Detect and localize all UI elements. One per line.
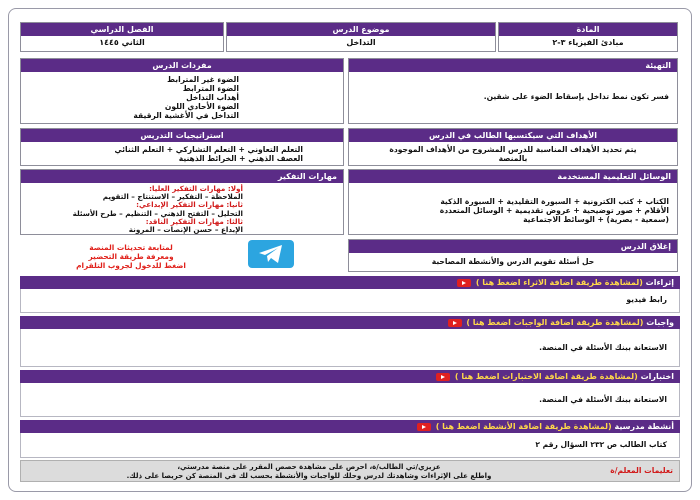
youtube-icon — [417, 423, 431, 431]
term-value: الثاني ١٤٤٥ — [99, 38, 145, 47]
intro-title: التهيئة — [349, 59, 677, 72]
promo-line: لمتابعة تحديثات المنصة — [89, 243, 173, 252]
thinking-heading: أولا: مهارات التفكير العليا: — [149, 184, 243, 193]
footer-line: عزيزي/تي الطالب/ة، احرص على مشاهدة حصص المقرر على منصة مدرستي، — [177, 463, 441, 471]
tools-box — [348, 169, 678, 235]
topic-value: التداخل — [346, 38, 376, 47]
thinking-box — [20, 169, 344, 235]
intro-box — [348, 58, 678, 124]
tests-body — [20, 383, 680, 417]
vocab-body — [21, 72, 343, 124]
topic-cell — [226, 22, 496, 52]
strategies-body — [21, 142, 343, 166]
homework-body — [20, 329, 680, 367]
promo-line: اضغط للدخول لجروب التلقرام — [76, 261, 186, 270]
tools-line: الكتاب + كتب الكترونية + السبورة التقليدية + السبورة الذكية — [440, 197, 669, 206]
teacher-instructions — [20, 460, 680, 482]
vocab-title: مفردات الدرس — [21, 59, 343, 72]
objectives-line: بالمنصة — [498, 154, 528, 163]
thinking-line: الإبداع – حسن الإنصات – المرونة — [128, 225, 243, 235]
thinking-body — [21, 183, 343, 235]
youtube-icon — [436, 373, 450, 381]
thinking-line: الملاحظة – التفكير – الاستنتاج – التقويم — [102, 192, 243, 202]
topic-label: موضوع الدرس — [227, 23, 495, 36]
vocab-item: الضوء المترابط — [182, 84, 239, 93]
enrich-title: إثراءات — [645, 278, 674, 287]
subject-value: مبادئ الفيزياء ٣-٢ — [552, 38, 624, 47]
activities-link[interactable] — [415, 422, 612, 431]
homework-text: الاستعانة ببنك الأسئلة في المنصة. — [539, 343, 667, 352]
footer-line: واطلع على الإثراءات وشاهدتك لدرس وحلك للواجبات والأنشطة بحسب لك في المنصة كن حريصا على ذلك. — [126, 472, 492, 480]
promo-line: ومعرفة طريقة التحضير — [88, 252, 174, 261]
homework-link-text: (لمشاهدة طريقة اضافة الواجبات اضغط هنا ) — [466, 318, 644, 327]
tools-line: (سمعية - بصرية) + الوسائط الاجتماعية — [523, 215, 669, 224]
enrich-link[interactable] — [455, 278, 643, 287]
homework-title: واجبات — [646, 318, 674, 327]
term-label: الفصل الدراسي — [21, 23, 223, 36]
homework-bar — [20, 316, 680, 329]
telegram-promo[interactable] — [22, 243, 240, 270]
enrich-link-text: (لمشاهدة طريقة اضافة الاثراء اضغط هنا ) — [475, 278, 643, 287]
strategies-title: استراتيجيات التدريس — [21, 129, 343, 142]
intro-text: فسر تكون نمط تداخل بإسقاط الضوء على شقين. — [483, 92, 669, 101]
footer-text — [29, 463, 589, 481]
telegram-button[interactable] — [248, 240, 294, 268]
tools-body — [349, 183, 677, 228]
subject-cell — [498, 22, 678, 52]
activities-link-text: (لمشاهدة طريقة اضافة الأنشطة اضغط هنا ) — [435, 422, 612, 431]
vocab-item: الضوء غير المترابط — [167, 75, 239, 84]
vocab-item: أهداب التداخل — [186, 93, 239, 102]
tests-link-text: (لمشاهدة طريقة اضافة الاختبارات اضغط هنا ) — [454, 372, 638, 381]
enrich-body — [20, 289, 680, 313]
activities-text: كتاب الطالب ص ٢٣٢ السؤال رقم ٢ — [535, 440, 667, 449]
tools-line: الأقلام + صور توضيحية + عروض تقديمية + الوسائل المتعددة — [439, 206, 669, 215]
objectives-line: يتم تحديد الأهداف المناسبة للدرس المشروح من الأهداف الموجودة — [389, 145, 637, 154]
vocab-item: الضوء الأحادي اللون — [164, 102, 239, 111]
strategies-line: العصف الذهني + الخرائط الذهنية — [178, 154, 303, 163]
homework-link[interactable] — [446, 318, 644, 327]
strategies-box — [20, 128, 344, 166]
tools-title: الوسائل التعليمية المستخدمة — [349, 170, 677, 183]
objectives-title: الأهداف التي سيكتسبها الطالب في الدرس — [349, 129, 677, 142]
tests-link[interactable] — [434, 372, 638, 381]
tests-bar — [20, 370, 680, 383]
telegram-icon — [258, 244, 284, 264]
vocab-box — [20, 58, 344, 124]
subject-label: المادة — [499, 23, 677, 36]
enrich-bar — [20, 276, 680, 289]
closing-text: حل أسئلة تقويم الدرس والأنشطة المصاحبة — [431, 257, 595, 266]
activities-bar — [20, 420, 680, 433]
enrich-text: رابط فيديو — [626, 295, 667, 304]
objectives-body — [349, 142, 677, 166]
tests-text: الاستعانة ببنك الأسئلة في المنصة. — [539, 395, 667, 404]
activities-title: أنشطة مدرسية — [614, 422, 674, 431]
thinking-heading: ثانيا: مهارات التفكير الإبداعي: — [136, 200, 243, 210]
activities-body — [20, 433, 680, 458]
vocab-item: التداخل في الأغشية الرقيقة — [133, 111, 239, 120]
thinking-title: مهارات التفكير — [21, 170, 343, 183]
term-cell — [20, 22, 224, 52]
strategies-line: التعلم التعاوني + التعلم التشاركي + التعلم الثنائي — [114, 145, 303, 154]
tests-title: اختبارات — [640, 372, 674, 381]
thinking-line: التحليل – التفتح الذهني – التنظيم – طرح الأسئلة — [72, 208, 243, 218]
thinking-heading: ثالثا: مهارات التفكير الناقد: — [145, 216, 243, 226]
footer-title: تعليمات المعلم/ة — [610, 466, 673, 475]
objectives-box — [348, 128, 678, 166]
youtube-icon — [448, 319, 462, 327]
closing-title: إغلاق الدرس — [349, 240, 677, 253]
youtube-icon — [457, 279, 471, 287]
closing-box — [348, 239, 678, 272]
